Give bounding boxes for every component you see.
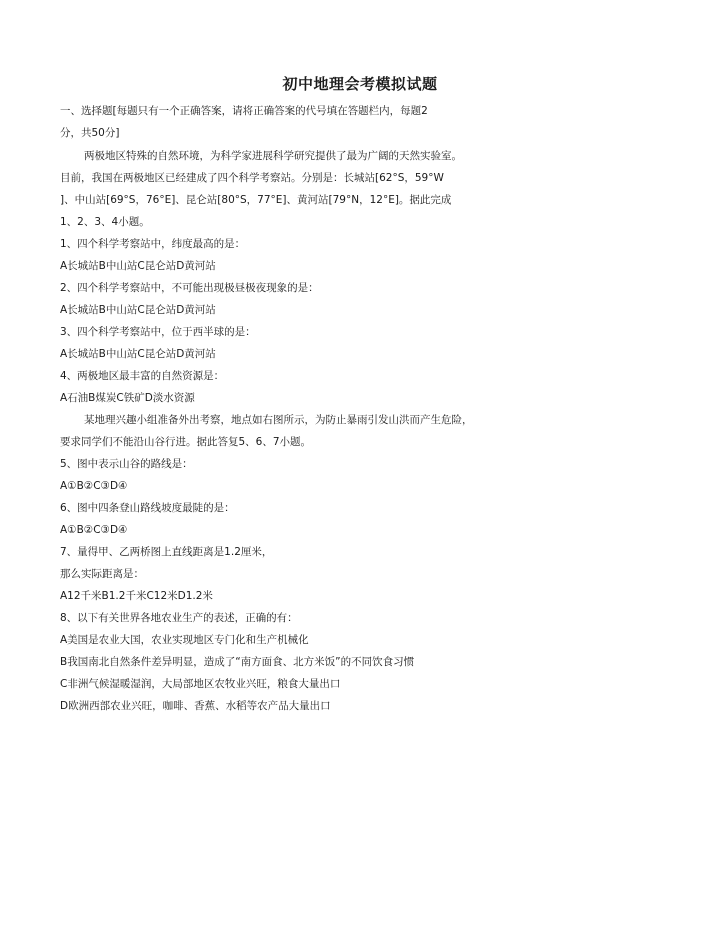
question-7-continued: 那么实际距离是：: [60, 568, 144, 580]
question-7: 7、量得甲、乙两桥图上直线距离是1.2厘米，: [60, 546, 273, 558]
passage-1-line-1: 两极地区特殊的自然环境，为科学家进展科学研究提供了最为广阔的天然实验室。: [84, 150, 462, 162]
question-4-options: A石油B煤炭C铁矿D淡水资源: [60, 392, 195, 404]
question-6-options: A①B②C③D④: [60, 524, 128, 536]
page-title: 初中地理会考模拟试题: [282, 75, 438, 93]
passage-1-line-2: 目前，我国在两极地区已经建成了四个科学考察站。分别是：长城站[62°S，59°W: [60, 172, 444, 184]
passage-1-line-3: ]、中山站[69°S，76°E]、昆仑站[80°S，77°E]、黄河站[79°N，12°E]。据此完成: [60, 194, 452, 206]
question-5: 5、图中表示山谷的路线是：: [60, 458, 193, 470]
section-instruction-line-1: 一、选择题[每题只有一个正确答案，请将正确答案的代号填在答题栏内，每题2: [60, 105, 428, 117]
question-8: 8、以下有关世界各地农业生产的表述，正确的有：: [60, 612, 298, 624]
question-1: 1、四个科学考察站中，纬度最高的是：: [60, 238, 246, 250]
question-6: 6、图中四条登山路线坡度最陡的是：: [60, 502, 235, 514]
question-1-options: A长城站B中山站C昆仑站D黄河站: [60, 260, 216, 272]
question-8-option-b: B我国南北自然条件差异明显，造成了“南方面食、北方米饭”的不同饮食习惯: [60, 656, 415, 668]
passage-2-line-2: 要求同学们不能沿山谷行进。据此答复5、6、7小题。: [60, 436, 312, 448]
question-8-option-a: A美国是农业大国，农业实现地区专门化和生产机械化: [60, 634, 309, 646]
question-2-options: A长城站B中山站C昆仑站D黄河站: [60, 304, 216, 316]
passage-2-line-1: 某地理兴趣小组准备外出考察，地点如右图所示，为防止暴雨引发山洪而产生危险，: [84, 414, 473, 426]
question-3-options: A长城站B中山站C昆仑站D黄河站: [60, 348, 216, 360]
passage-1-line-4: 1、2、3、4小题。: [60, 216, 150, 228]
question-4: 4、两极地区最丰富的自然资源是：: [60, 370, 225, 382]
question-5-options: A①B②C③D④: [60, 480, 128, 492]
section-instruction-line-2: 分，共50分]: [60, 127, 120, 139]
question-8-option-d: D欧洲西部农业兴旺，咖啡、香蕉、水稻等农产品大量出口: [60, 700, 331, 712]
question-2: 2、四个科学考察站中，不可能出现极昼极夜现象的是：: [60, 282, 319, 294]
question-3: 3、四个科学考察站中，位于西半球的是：: [60, 326, 256, 338]
question-7-options: A12千米B1.2千米C12米D1.2米: [60, 590, 213, 602]
question-8-option-c: C非洲气候湿暖湿润，大局部地区农牧业兴旺，粮食大量出口: [60, 678, 341, 690]
